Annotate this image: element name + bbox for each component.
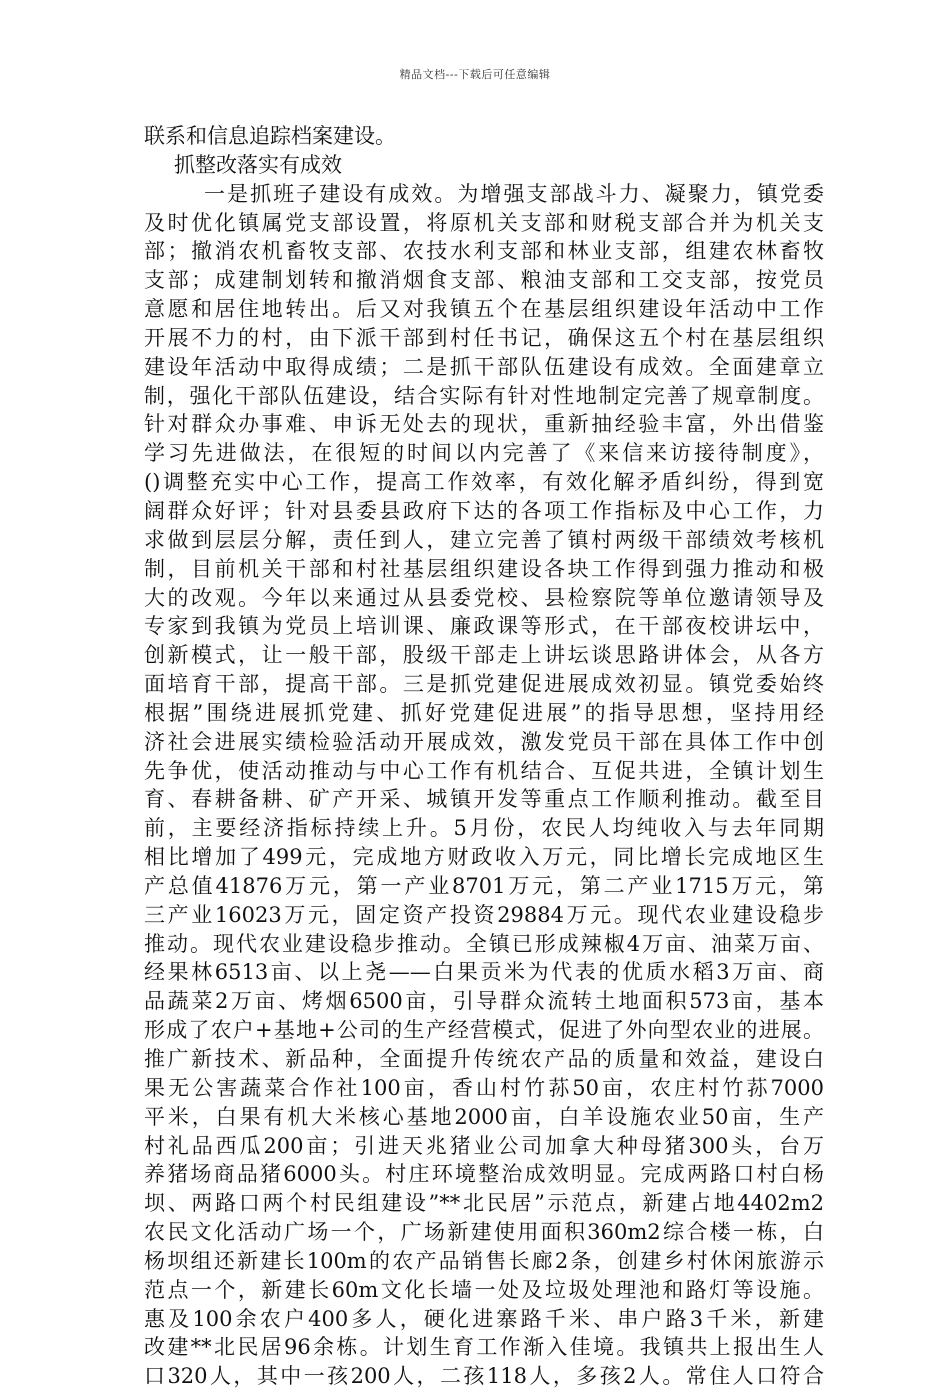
text-line: 品蔬菜2万亩、烤烟6500亩，引导群众流转土地面积573亩，基本: [144, 989, 824, 1014]
text-line: 杨坝组还新建长100m的农产品销售长廊2条，创建乡村休闲旅游示: [144, 1248, 824, 1273]
text-line: 推动。现代农业建设稳步推动。全镇已形成辣椒4万亩、油菜万亩、: [144, 931, 824, 956]
text-line: 求做到层层分解，责任到人，建立完善了镇村两级干部绩效考核机: [144, 527, 824, 552]
text-line: 相比增加了499元，完成地方财政收入万元，同比增长完成地区生: [144, 845, 824, 870]
text-line: 创新模式，让一般干部，股级干部走上讲坛谈思路讲体会，从各方: [144, 643, 824, 668]
text-line: 产总值41876万元，第一产业8701万元，第二产业1715万元，第: [144, 873, 824, 898]
text-line: 根据”围绕进展抓党建、抓好党建促进展”的指导思想，坚持用经: [144, 700, 824, 725]
text-line: 改建**北民居96余栋。计划生育工作渐入佳境。我镇共上报出生人: [144, 1335, 824, 1360]
text-line: 制，目前机关干部和村社基层组织建设各块工作得到强力推动和极: [144, 556, 824, 581]
text-line: 面培育干部，提高干部。三是抓党建促进展成效初显。镇党委始终: [144, 672, 824, 697]
text-line: ()调整充实中心工作，提高工作效率，有效化解矛盾纠纷，得到宽: [144, 470, 824, 495]
text-line: 及时优化镇属党支部设置，将原机关支部和财税支部合并为机关支: [144, 210, 824, 235]
text-line: 部；撤消农机畜牧支部、农技水利支部和林业支部，组建农林畜牧: [144, 239, 824, 264]
text-line: 一是抓班子建设有成效。为增强支部战斗力、凝聚力，镇党委: [204, 181, 824, 206]
text-line: 推广新技术、新品种，全面提升传统农产品的质量和效益，建设白: [144, 1047, 824, 1071]
text-line: 经果林6513亩、以上尧——白果贡米为代表的优质水稻3万亩、商: [144, 960, 824, 985]
text-line: 坝、两路口两个村民组建设”**北民居”示范点，新建占地4402m2: [144, 1191, 824, 1216]
text-line: 大的改观。今年以来通过从县委党校、县检察院等单位邀请领导及: [144, 585, 824, 610]
text-line: 农民文化活动广场一个，广场新建使用面积360m2综合楼一栋，白: [144, 1220, 824, 1245]
text-line: 意愿和居住地转出。后又对我镇五个在基层组织建设年活动中工作: [144, 297, 824, 322]
page-header: 精品文档---下载后可任意编辑: [399, 68, 551, 81]
text-line: 形成了农户+基地+公司的生产经营模式，促进了外向型农业的进展。: [144, 1018, 824, 1043]
text-line: 平米，白果有机大米核心基地2000亩，白羊设施农业50亩，生产: [144, 1104, 824, 1129]
document-body: [144, 122, 824, 1391]
section-heading: 抓整改落实有成效: [174, 152, 342, 177]
text-line: 先争优，使活动推动与中心工作有机结合、互促共进，全镇计划生: [144, 758, 824, 783]
text-line: 口320人，其中一孩200人，二孩118人，多孩2人。常住人口符合: [144, 1364, 824, 1389]
text-line: 联系和信息追踪档案建设。: [144, 124, 396, 148]
text-line: 支部；成建制划转和撤消烟食支部、粮油支部和工交支部，按党员: [144, 268, 824, 293]
text-line: 济社会进展实绩检验活动开展成效，激发党员干部在具体工作中创: [144, 729, 824, 754]
text-line: 惠及100余农户400多人，硬化进寨路千米、串户路3千米，新建: [144, 1306, 824, 1331]
text-line: 阔群众好评；针对县委县政府下达的各项工作指标及中心工作，力: [144, 498, 824, 523]
text-line: 学习先进做法，在很短的时间以内完善了《来信来访接待制度》，: [144, 441, 824, 466]
text-line: 育、春耕备耕、矿产开采、城镇开发等重点工作顺利推动。截至目: [144, 787, 824, 812]
text-line: 养猪场商品猪6000头。村庄环境整治成效明显。完成两路口村白杨: [144, 1162, 824, 1187]
text-line: 制，强化干部队伍建设，结合实际有针对性地制定完善了规章制度。: [144, 383, 824, 408]
text-line: 建设年活动中取得成绩；二是抓干部队伍建设有成效。全面建章立: [144, 354, 824, 379]
text-line: 开展不力的村，由下派干部到村任书记，确保这五个村在基层组织: [144, 325, 824, 350]
text-line: 果无公害蔬菜合作社100亩，香山村竹荪50亩，农庄村竹荪7000: [144, 1075, 824, 1100]
text-line: 针对群众办事难、申诉无处去的现状，重新抽经验丰富，外出借鉴: [144, 412, 824, 437]
text-line: 范点一个，新建长60m文化长墙一处及垃圾处理池和路灯等设施。: [144, 1277, 824, 1302]
text-line: 村礼品西瓜200亩；引进天兆猪业公司加拿大种母猪300头，台万: [144, 1133, 824, 1158]
text-line: 三产业16023万元，固定资产投资29884万元。现代农业建设稳步: [144, 902, 824, 927]
text-line: 前，主要经济指标持续上升。5月份，农民人均纯收入与去年同期: [144, 816, 824, 841]
text-line: 专家到我镇为党员上培训课、廉政课等形式，在干部夜校讲坛中，: [144, 614, 824, 639]
